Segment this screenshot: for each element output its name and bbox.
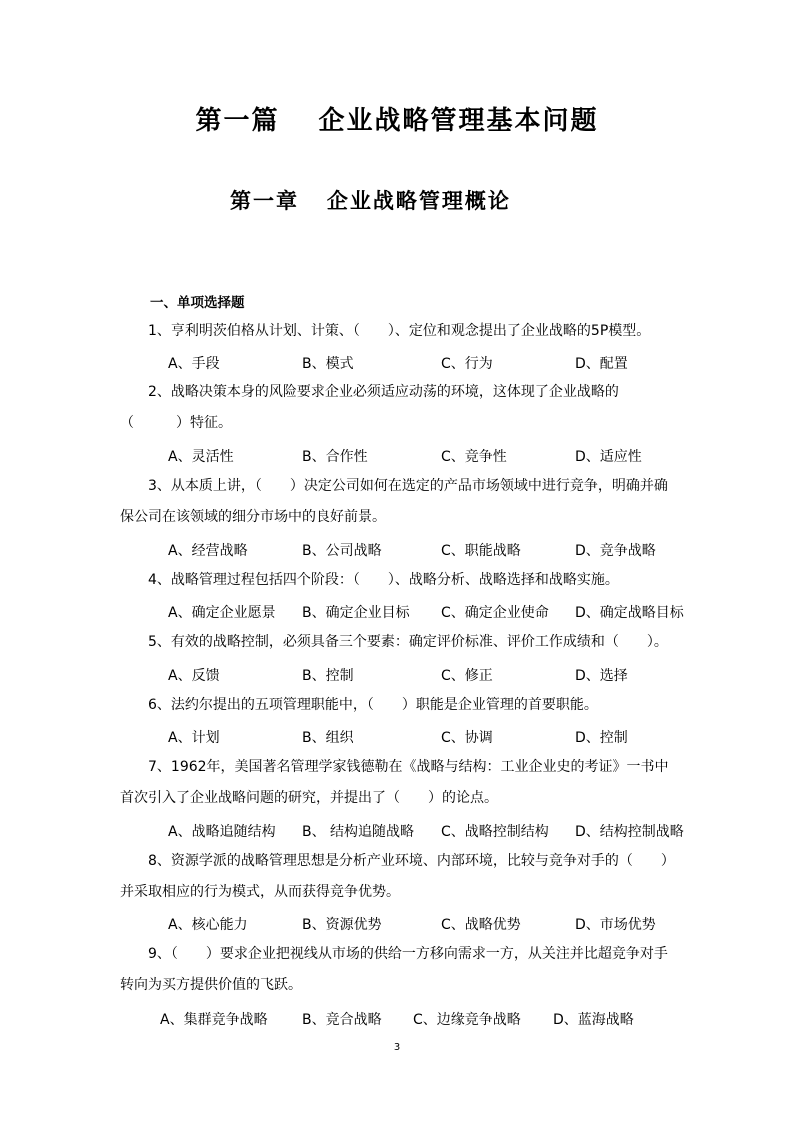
option-c: C、行为 <box>441 356 493 372</box>
option-a: A、反馈 <box>168 668 220 684</box>
question-6-options <box>0 727 794 747</box>
page-number: 3 <box>393 1042 401 1053</box>
option-d: D、适应性 <box>575 449 642 465</box>
option-a: A、计划 <box>168 730 220 746</box>
question-8-options <box>0 914 794 934</box>
question-5-options <box>0 665 794 685</box>
question-7: 7、1962年，美国著名管理学家钱德勒在《战略与结构：工业企业史的考证》一书中首次引入了企业战略问题的研究，并提出了（ ）的论点。 <box>120 759 669 806</box>
option-a: A、集群竞争战略 <box>160 1012 268 1028</box>
question-8: 8、资源学派的战略管理思想是分析产业环境、内部环境，比较与竞争对手的（ ）并采取相应的行为模式，从而获得竞争优势。 <box>120 853 675 900</box>
question-9-options <box>0 1009 794 1029</box>
option-d: D、确定战略目标 <box>575 605 684 621</box>
section-title: 一、单项选择题 <box>150 295 245 311</box>
question-5: 5、有效的战略控制，必须具备三个要素：确定评价标准、评价工作成绩和（ ）。 <box>148 634 668 650</box>
option-d: D、控制 <box>575 730 628 746</box>
chapter-title: 第一章 企业战略管理概论 <box>230 188 511 213</box>
option-d: D、蓝海战略 <box>553 1012 634 1028</box>
option-c: C、修正 <box>441 668 493 684</box>
option-c: C、边缘竞争战略 <box>413 1012 521 1028</box>
option-d: D、市场优势 <box>575 917 656 933</box>
question-1: 1、亨利明茨伯格从计划、计策、（ ）、定位和观念提出了企业战略的5P模型。 <box>148 323 651 339</box>
option-a: A、手段 <box>168 356 220 372</box>
option-a: A、确定企业愿景 <box>168 605 276 621</box>
option-a: A、经营战略 <box>168 543 248 559</box>
option-b: B、竞合战略 <box>302 1012 382 1028</box>
question-3-options <box>0 540 794 560</box>
option-c: C、确定企业使命 <box>441 605 549 621</box>
option-c: C、职能战略 <box>441 543 521 559</box>
option-b: B、资源优势 <box>302 917 382 933</box>
option-c: C、协调 <box>441 730 493 746</box>
option-a: A、核心能力 <box>168 917 248 933</box>
part-title: 第一篇 企业战略管理基本问题 <box>195 106 599 136</box>
option-b: B、公司战略 <box>302 543 382 559</box>
option-b: B、 结构追随战略 <box>302 824 415 840</box>
question-1-options <box>0 353 794 373</box>
option-b: B、控制 <box>302 668 354 684</box>
option-d: D、选择 <box>575 668 628 684</box>
option-d: D、竞争战略 <box>575 543 656 559</box>
option-a: A、战略追随结构 <box>168 824 276 840</box>
option-b: B、组织 <box>302 730 354 746</box>
question-3: 3、从本质上讲，（ ）决定公司如何在选定的产品市场领域中进行竞争，明确并确保公司在该领域的细分市场中的良好前景。 <box>120 478 668 525</box>
option-a: A、灵活性 <box>168 449 234 465</box>
question-2: 2、战略决策本身的风险要求企业必须适应动荡的环境，这体现了企业战略的（ ）特征。 <box>120 384 619 431</box>
option-d: D、配置 <box>575 356 628 372</box>
question-6: 6、法约尔提出的五项管理职能中，（ ）职能是企业管理的首要职能。 <box>148 697 598 713</box>
option-c: C、竞争性 <box>441 449 507 465</box>
question-9: 9、（ ）要求企业把视线从市场的供给一方移向需求一方，从关注并比超竞争对手转向为买方提供价值的飞跃。 <box>120 946 668 993</box>
question-4: 4、战略管理过程包括四个阶段：（ ）、战略分析、战略选择和战略实施。 <box>148 572 619 588</box>
option-d: D、结构控制战略 <box>575 824 684 840</box>
option-b: B、模式 <box>302 356 354 372</box>
question-7-options <box>0 821 794 841</box>
question-4-options <box>0 602 794 622</box>
option-c: C、战略优势 <box>441 917 521 933</box>
option-b: B、确定企业目标 <box>302 605 410 621</box>
question-2-options <box>0 446 794 466</box>
option-b: B、合作性 <box>302 449 368 465</box>
option-c: C、战略控制结构 <box>441 824 549 840</box>
